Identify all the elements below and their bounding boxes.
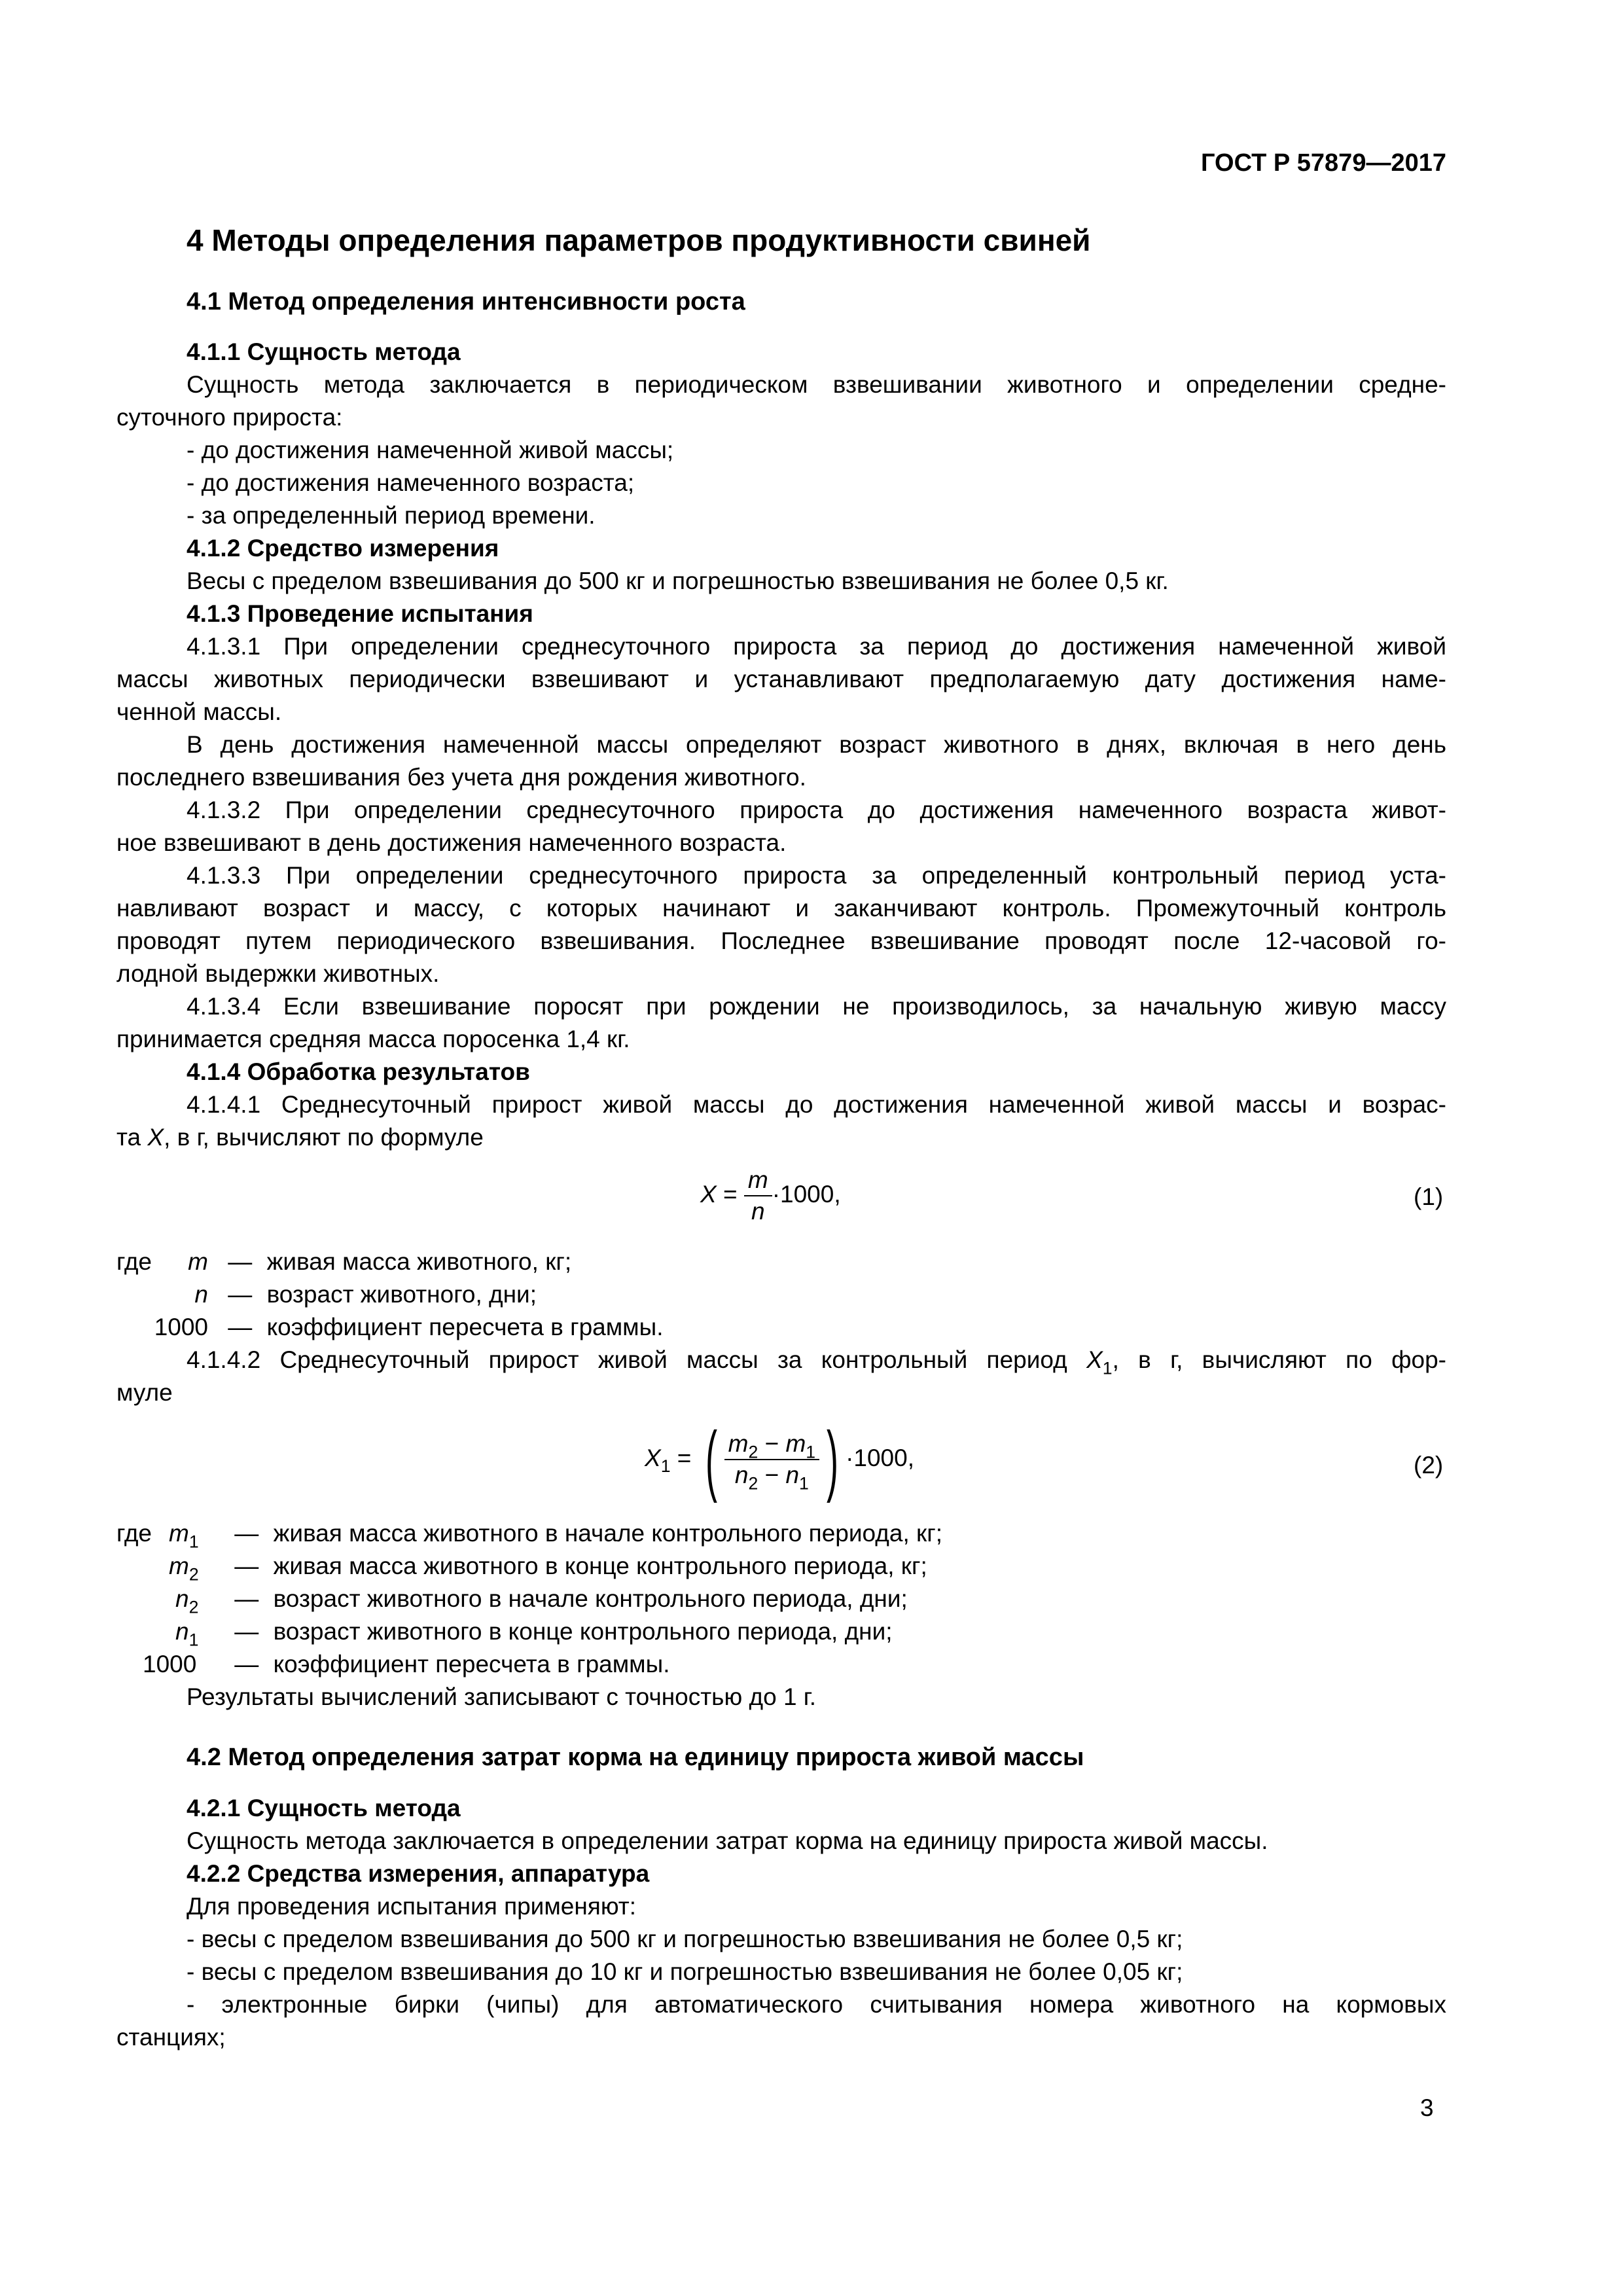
paragraph: Весы с пределом взвешивания до 500 кг и погрешностью взвешивания не более 0,5 кг. <box>187 567 1169 594</box>
subscript: 1 <box>806 1442 816 1462</box>
definition-row <box>116 1278 537 1311</box>
definition-row <box>143 1648 669 1681</box>
definition-symbol <box>169 1517 228 1550</box>
minus: − <box>758 1462 786 1488</box>
formula-tail: ·1000, <box>846 1444 914 1471</box>
paragraph-continuation: суточного прироста: <box>116 404 343 431</box>
var: m <box>785 1430 806 1457</box>
paragraph-4-1-3-3: 4.1.3.3 При определении среднесуточного прироста за определенный контрольный период уста- <box>187 862 1446 889</box>
subscript: 1 <box>188 1532 199 1552</box>
definition-dash: — <box>228 1248 253 1275</box>
definition-text: живая масса животного, кг; <box>266 1248 572 1275</box>
list-item: - весы с пределом взвешивания до 10 кг и погрешностью взвешивания не более 0,05 кг; <box>187 1958 1183 1985</box>
definition-dash: — <box>234 1585 259 1612</box>
var: 1000 <box>143 1651 197 1677</box>
formula-equals: = <box>716 1180 744 1208</box>
paragraph: В день достижения намеченной массы определяют возраст животного в днях, включая в него день <box>187 731 1446 758</box>
definition-row <box>175 1615 893 1648</box>
definition-symbol: 1000 <box>154 1314 208 1340</box>
paragraph-4-1-3-1: ченной массы. <box>116 698 282 725</box>
text: та <box>116 1124 148 1151</box>
subscript: 2 <box>188 1597 199 1617</box>
definition-row <box>116 1246 571 1278</box>
definition-dash: — <box>234 1618 259 1645</box>
var: n <box>785 1462 800 1488</box>
definition-symbol <box>169 1550 228 1583</box>
paragraph-4-1-3-2: ное взвешивают в день достижения намеченного возраста. <box>116 829 787 856</box>
paragraph-4-1-3-2: 4.1.3.2 При определении среднесуточного прироста до достижения намеченного возраста живот- <box>187 797 1446 823</box>
definition-text: коэффициент пересчета в граммы. <box>266 1314 664 1340</box>
heading-4-1-2: 4.1.2 Средство измерения <box>187 535 499 562</box>
paragraph-4-1-3-3: навливают возраст и массу, с которых начинают и заканчивают контроль. Промежуточный контроль <box>116 895 1446 922</box>
definition-symbol: n <box>194 1281 208 1308</box>
paragraph: Сущность метода заключается в периодическом взвешивании животного и определении средне- <box>187 371 1446 398</box>
text: , в г, вычисляют по фор- <box>1112 1346 1446 1373</box>
subscript: 2 <box>748 1473 758 1494</box>
formula-fraction <box>724 1429 819 1494</box>
document-code: ГОСТ Р 57879—2017 <box>1201 149 1446 177</box>
heading-4-1-3: 4.1.3 Проведение испытания <box>187 600 533 627</box>
paragraph: Для проведения испытания применяют: <box>187 1893 636 1920</box>
paragraph: Результаты вычислений записывают с точностью до 1 г. <box>187 1683 817 1710</box>
formula-tail: ·1000, <box>772 1180 841 1208</box>
subsection-title-4-2: 4.2 Метод определения затрат корма на единицу прироста живой массы <box>187 1744 1084 1771</box>
fraction-numerator: m <box>744 1165 772 1196</box>
var: m <box>728 1430 749 1457</box>
left-parenthesis-icon: ( <box>705 1416 717 1503</box>
formula-fraction <box>744 1165 772 1227</box>
var: n <box>734 1462 749 1488</box>
definition-text: живая масса животного в конце контрольного периода, кг; <box>273 1552 927 1579</box>
subscript: 1 <box>1102 1358 1113 1378</box>
definition-text: живая масса животного в начале контрольного периода, кг; <box>273 1520 942 1547</box>
definition-row <box>175 1583 908 1615</box>
definition-prefix: где <box>116 1520 152 1547</box>
text: 4.1.4.2 Среднесуточный прирост живой массы за контрольный период <box>187 1346 1087 1373</box>
paragraph-4-1-3-3: проводят путем периодического взвешивания. Последнее взвешивание проводят после 12-часовой го- <box>116 927 1446 954</box>
list-item: - весы с пределом взвешивания до 500 кг и погрешностью взвешивания не более 0,5 кг; <box>187 1926 1183 1952</box>
definition-dash: — <box>234 1552 259 1579</box>
paragraph: Сущность метода заключается в определении затрат корма на единицу прироста живой массы. <box>187 1827 1268 1854</box>
variable-x: X <box>147 1124 164 1151</box>
formula-1 <box>700 1165 841 1227</box>
fraction-denominator <box>724 1460 819 1494</box>
minus: − <box>758 1430 786 1457</box>
paragraph-4-1-4-1: 4.1.4.1 Среднесуточный прирост живой массы до достижения намеченной живой массы и возрас- <box>187 1091 1446 1118</box>
definition-row <box>169 1550 927 1583</box>
paragraph: последнего взвешивания без учета дня рождения животного. <box>116 764 806 791</box>
definition-text: возраст животного в начале контрольного периода, дни; <box>273 1585 908 1612</box>
definition-dash: — <box>234 1520 259 1547</box>
list-item: - электронные бирки (чипы) для автоматического считывания номера животного на кормовых <box>187 1991 1446 2018</box>
paragraph-4-1-3-1: 4.1.3.1 При определении среднесуточного прироста за период до достижения намеченной живой <box>187 633 1446 660</box>
definition-prefix: где <box>116 1248 152 1275</box>
heading-4-2-2: 4.2.2 Средства измерения, аппаратура <box>187 1860 650 1887</box>
fraction-denominator: n <box>751 1198 765 1225</box>
definition-symbol <box>143 1648 228 1681</box>
definition-text: возраст животного в конце контрольного периода, дни; <box>273 1618 893 1645</box>
section-title: 4 Методы определения параметров продуктивности свиней <box>187 223 1091 257</box>
paragraph-4-1-4-1 <box>116 1121 484 1154</box>
subscript: 1 <box>799 1473 809 1494</box>
definition-text: коэффициент пересчета в граммы. <box>273 1651 670 1677</box>
var: n <box>175 1618 189 1645</box>
list-item: - до достижения намеченного возраста; <box>187 469 635 496</box>
var: n <box>175 1585 189 1612</box>
var: m <box>169 1552 189 1579</box>
heading-4-1-1: 4.1.1 Сущность метода <box>187 338 461 365</box>
subscript: 2 <box>188 1564 199 1585</box>
variable-x: X <box>1086 1346 1103 1373</box>
paragraph-4-1-3-4: принимается средняя масса поросенка 1,4 кг. <box>116 1026 630 1052</box>
paragraph-4-1-3-4: 4.1.3.4 Если взвешивание поросят при рождении не производилось, за начальную живую массу <box>187 993 1446 1020</box>
subscript: 1 <box>660 1456 671 1477</box>
formula-equals: = <box>670 1444 698 1471</box>
equation-number-2: (2) <box>1414 1452 1444 1479</box>
text: , в г, вычисляют по формуле <box>164 1124 484 1151</box>
definition-symbol <box>175 1583 228 1615</box>
subscript: 2 <box>748 1442 758 1462</box>
heading-4-1-4: 4.1.4 Обработка результатов <box>187 1058 530 1085</box>
paragraph-4-1-3-3: лодной выдержки животных. <box>116 960 440 987</box>
formula-lhs: X <box>645 1444 661 1471</box>
fraction-numerator <box>724 1429 819 1460</box>
subsection-title-4-1: 4.1 Метод определения интенсивности роста <box>187 288 745 315</box>
equation-number-1: (1) <box>1414 1183 1444 1210</box>
definition-symbol <box>175 1615 228 1648</box>
heading-4-2-1: 4.2.1 Сущность метода <box>187 1795 461 1821</box>
definition-dash: — <box>234 1651 259 1677</box>
paragraph-4-1-3-1: массы животных периодически взвешивают и устанавливают предполагаемую дату достижения наме- <box>116 666 1446 692</box>
page-number: 3 <box>1420 2094 1434 2121</box>
definition-text: возраст животного, дни; <box>266 1281 537 1308</box>
definition-symbol: m <box>188 1248 208 1275</box>
formula-lhs: X <box>700 1180 717 1208</box>
paragraph-4-1-4-2 <box>187 1344 1446 1376</box>
list-item-continuation: станциях; <box>116 2024 226 2051</box>
list-item: - до достижения намеченной живой массы; <box>187 437 674 463</box>
formula-2 <box>645 1416 914 1503</box>
list-item: - за определенный период времени. <box>187 502 596 529</box>
subscript: 1 <box>188 1630 199 1650</box>
definition-row <box>116 1311 663 1344</box>
definition-row <box>116 1517 942 1550</box>
definition-dash: — <box>228 1314 253 1340</box>
paragraph-4-1-4-2: муле <box>116 1379 173 1406</box>
right-parenthesis-icon: ) <box>827 1416 839 1503</box>
var: m <box>169 1520 189 1547</box>
definition-dash: — <box>228 1281 253 1308</box>
